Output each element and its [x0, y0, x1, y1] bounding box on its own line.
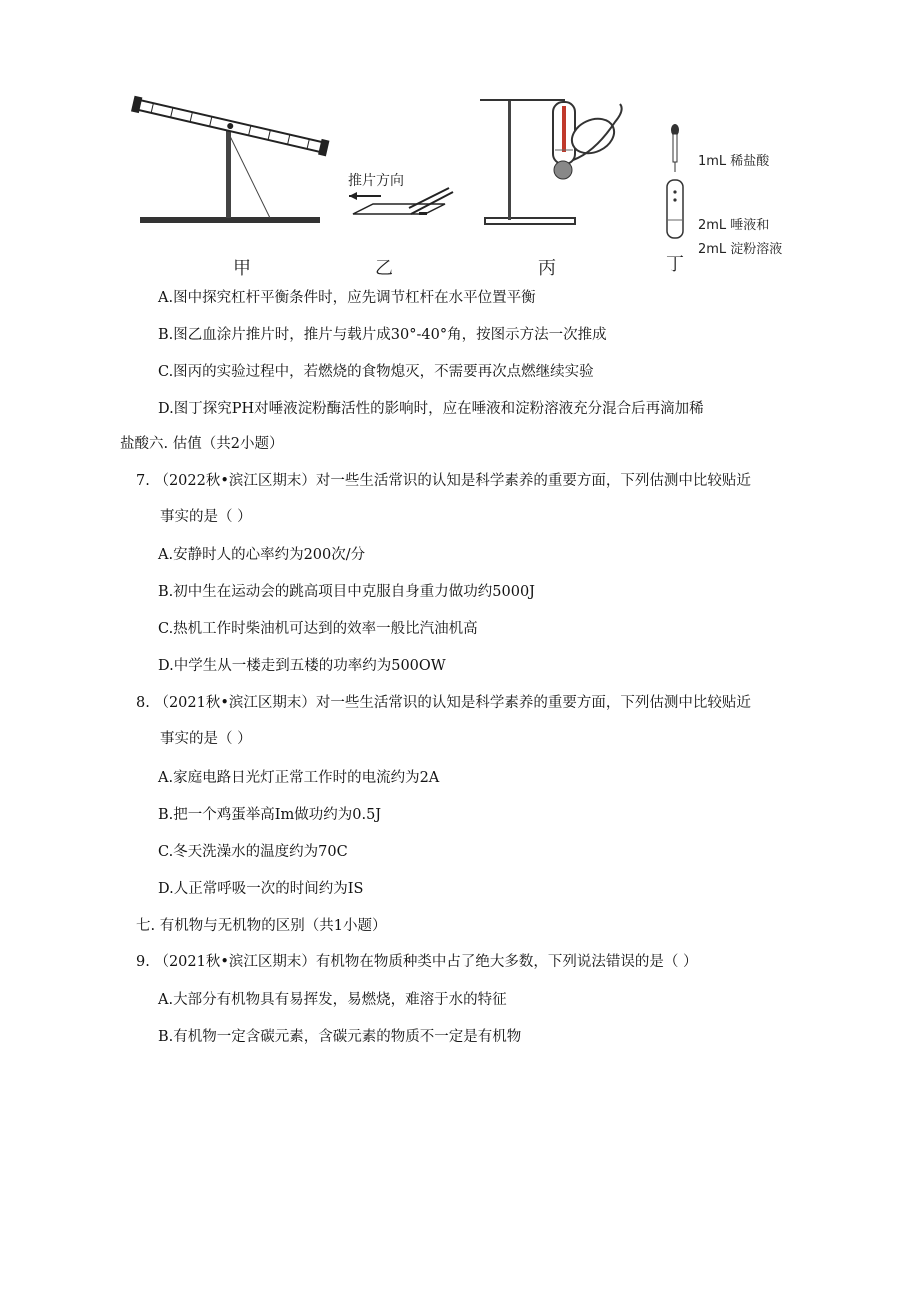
figure-caption-yi: 乙 — [375, 258, 393, 279]
figure-ding — [660, 92, 820, 282]
q9-option-b: B.有机物一定含碳元素，含碳元素的物质不一定是有机物 — [158, 1029, 522, 1045]
q8-option-d: D.人正常呼吸一次的时间约为IS — [158, 881, 364, 897]
lever-stand-drawing — [130, 92, 330, 232]
figure-jia — [130, 92, 330, 282]
q8-stem-line2: 事实的是（ ） — [160, 731, 252, 747]
q7-option-b: B.初中生在运动会的跳高项目中克服自身重力做功约5000J — [158, 584, 535, 600]
q6-option-b: B.图乙血涂片推片时，推片与载片成30°-40°角，按图示方法一次推成 — [158, 327, 607, 343]
q7-stem-line1: 7. （2022秋•滨江区期末）对一些生活常识的认知是科学素养的重要方面，下列估测中比较贴近 — [136, 473, 751, 489]
figure-yi — [345, 92, 465, 282]
q8-option-c: C.冬天洗澡水的温度约为70C — [158, 844, 348, 860]
section-seven-heading: 七. 有机物与无机物的区别（共1小题） — [136, 918, 387, 934]
figure-caption-jia: 甲 — [233, 258, 251, 279]
saliva-test-drawing — [660, 92, 700, 252]
q6-option-d: D.图丁探究PH对唾液淀粉酶活性的影响时，应在唾液和淀粉溶液充分混合后再滴加稀 — [158, 401, 704, 417]
q8-option-a: A.家庭电路日光灯正常工作时的电流约为2A — [158, 770, 440, 786]
q8-stem-line1: 8. （2021秋•滨江区期末）对一些生活常识的认知是科学素养的重要方面，下列估测中比较贴近 — [136, 695, 751, 711]
food-burning-drawing — [475, 92, 635, 232]
q9-stem-line1: 9. （2021秋•滨江区期末）有机物在物质种类中占了绝大多数，下列说法错误的是（ ） — [136, 954, 698, 970]
figure-caption-bing: 丙 — [538, 258, 556, 279]
section-six-heading: 盐酸六. 估值（共2小题） — [120, 436, 284, 452]
ding-label-saliva: 2mL 唾液和 — [698, 218, 770, 233]
q7-option-a: A.安静时人的心率约为200次/分 — [158, 547, 366, 563]
q6-option-a: A.图中探究杠杆平衡条件时，应先调节杠杆在水平位置平衡 — [158, 290, 536, 306]
figure-row — [130, 92, 810, 282]
figure-bing — [475, 92, 635, 282]
figure-caption-ding: 丁 — [666, 254, 684, 275]
ding-label-hcl: 1mL 稀盐酸 — [698, 154, 770, 169]
q6-option-c: C.图丙的实验过程中，若燃烧的食物熄灭，不需要再次点燃继续实验 — [158, 364, 594, 380]
q8-option-b: B.把一个鸡蛋举高Im做功约为0.5J — [158, 807, 382, 823]
q9-option-a: A.大部分有机物具有易挥发，易燃烧，难溶于水的特征 — [158, 992, 507, 1008]
q7-option-c: C.热机工作时柴油机可达到的效率一般比汽油机高 — [158, 621, 478, 637]
q7-option-d: D.中学生从一楼走到五楼的功率约为500OW — [158, 658, 446, 674]
ding-label-starch: 2mL 淀粉溶液 — [698, 242, 783, 257]
blood-smear-drawing — [345, 92, 465, 232]
push-direction-label: 推片方向 — [348, 173, 404, 189]
q7-stem-line2: 事实的是（ ） — [160, 509, 252, 525]
